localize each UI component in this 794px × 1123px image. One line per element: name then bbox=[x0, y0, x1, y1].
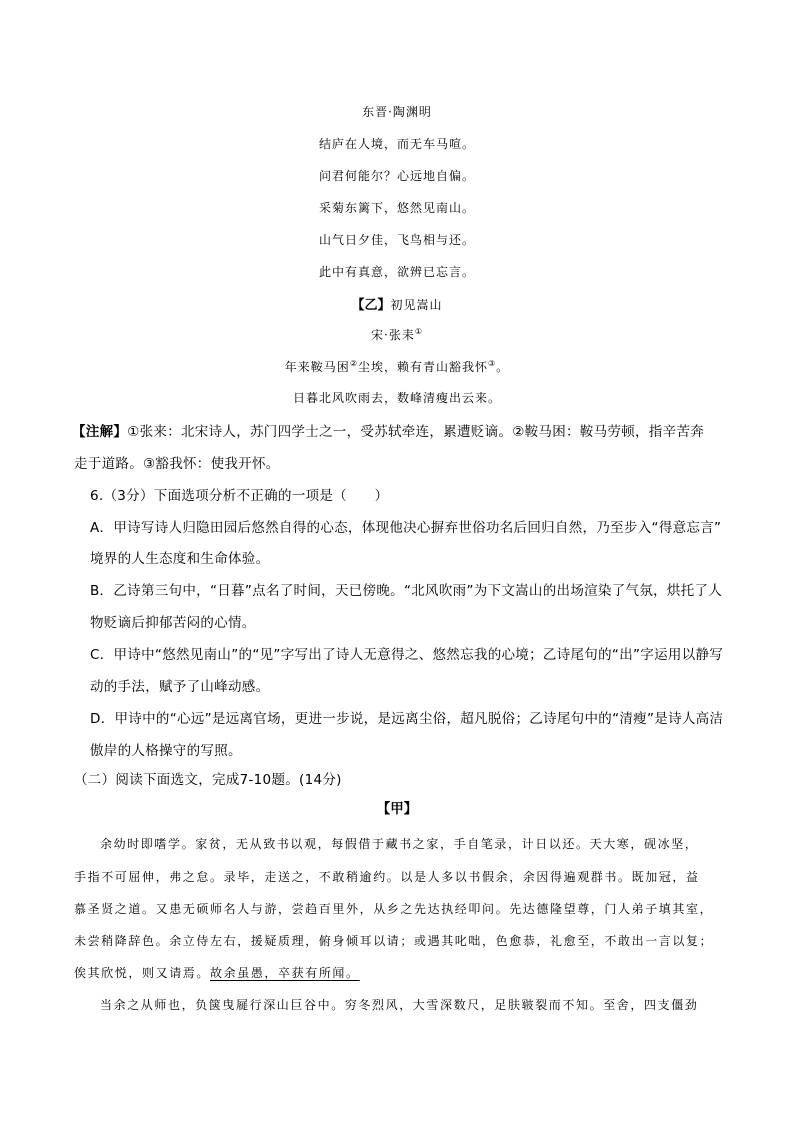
passage-text: 俟其欣悦，则又请焉。 bbox=[74, 966, 211, 980]
poem-yi-author: 宋·张耒 bbox=[371, 328, 415, 342]
poem-jia-line: 山气日夕佳，飞鸟相与还。 bbox=[318, 233, 475, 247]
poem-yi-title-line bbox=[0, 294, 794, 313]
underlined-sentence: 故余虽愚，卒获有所闻。 bbox=[210, 966, 360, 980]
poem-yi-author-line bbox=[0, 326, 794, 343]
passage-line bbox=[74, 964, 724, 981]
passage-jia-label: 【甲】 bbox=[376, 801, 418, 817]
option-b: B．乙诗第三句中，“日暮”点名了时间，天已傍晚。“北风吹雨”为下文嵩山的出场渲染了气氛，烘托了人 bbox=[90, 583, 723, 599]
passage-line: 未尝稍降辞色。余立侍左右，援疑质理，俯身倾耳以请；或遇其叱咄，色愈恭，礼愈至，不敢出一言以复； bbox=[74, 934, 714, 948]
option-d: D．甲诗中的“心远”是远离官场，更进一步说，是远离尘俗，超凡脱俗；乙诗尾句中的“清瘦”是诗人高洁 bbox=[90, 711, 724, 727]
poem-yi-text: 尘埃，赖有青山豁我怀 bbox=[357, 360, 488, 374]
notes-label: 【注解】 bbox=[72, 424, 128, 440]
poem-yi-title: 初见嵩山 bbox=[390, 298, 443, 312]
footnote-marker: ① bbox=[414, 327, 423, 336]
poem-jia-line: 采菊东篱下，悠然见南山。 bbox=[318, 201, 475, 215]
passage-line: 余幼时即嗜学。家贫，无从致书以观，每假借于藏书之家，手自笔录，计日以还。天大寒，砚冰坚， bbox=[100, 837, 699, 851]
poem-yi-text: 年来鞍马困 bbox=[284, 360, 350, 374]
notes-line-2: 走于道路。③豁我怀：使我开怀。 bbox=[74, 456, 280, 472]
passage-line: 手指不可屈伸，弗之怠。录毕，走送之，不敢稍逾约。以是人多以书假余，余因得遍观群书。既加冠，益 bbox=[74, 870, 700, 884]
poem-jia-line: 此中有真意，欲辨已忘言。 bbox=[318, 265, 475, 279]
poem-jia-line: 问君何能尔？心远地自偏。 bbox=[318, 169, 475, 183]
passage-line: 当余之从师也，负箧曳屣行深山巨谷中。穷冬烈风，大雪深数尺，足肤皲裂而不知。至舍，四支僵劲 bbox=[100, 998, 699, 1012]
poem-jia-author: 东晋·陶渊明 bbox=[362, 105, 432, 119]
poem-yi-line-2: 日暮北风吹雨去，数峰清瘦出云来。 bbox=[292, 391, 501, 405]
option-d-cont: 傲岸的人格操守的写照。 bbox=[90, 743, 242, 759]
option-a: A．甲诗写诗人归隐田园后悠然自得的心态，体现他决心摒弃世俗功名后回归自然，乃至步入“得意忘言” bbox=[90, 520, 722, 536]
notes-line-1 bbox=[72, 420, 732, 440]
section-2-heading: （二）阅读下面选文，完成7-10题。(14分) bbox=[74, 772, 342, 788]
passage-line: 慕圣贤之道。又患无硕师名人与游，尝趋百里外，从乡之先达执经叩问。先达德隆望尊，门人弟子填其室， bbox=[74, 902, 714, 916]
option-a-cont: 境界的人生态度和生命体验。 bbox=[90, 551, 270, 567]
option-c-cont: 动的手法，赋予了山峰动感。 bbox=[90, 679, 270, 695]
poem-yi-text: 。 bbox=[496, 360, 510, 374]
footnote-marker: ③ bbox=[488, 359, 497, 368]
poem-jia-line: 结庐在人境，而无车马喧。 bbox=[318, 137, 475, 151]
poem-yi-line-1 bbox=[0, 358, 794, 375]
option-b-cont: 物贬谪后抑郁苦闷的心情。 bbox=[90, 615, 256, 631]
footnote-marker: ② bbox=[349, 359, 358, 368]
option-c: C．甲诗中“悠然见南山”的“见”字写出了诗人无意得之、悠然忘我的心境；乙诗尾句的“出”字运用以静写 bbox=[90, 647, 724, 663]
question-6-stem: 6.（3分）下面选项分析不正确的一项是（ ） bbox=[90, 488, 389, 504]
notes-text: ①张来：北宋诗人，苏门四学士之一，受苏轼牵连，累遭贬谪。②鞍马困：鞍马劳顿，指辛苦奔 bbox=[127, 424, 705, 440]
poem-yi-bracket: 【乙】 bbox=[351, 298, 391, 313]
